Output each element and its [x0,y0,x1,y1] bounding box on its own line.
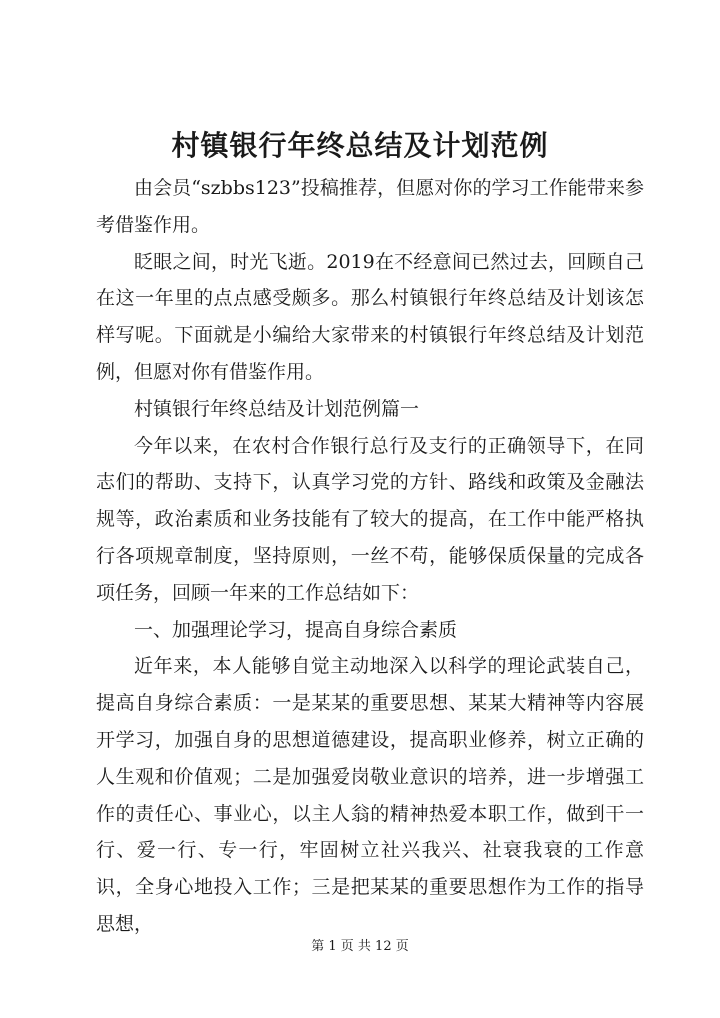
paragraph-intro: 由会员“szbbs123”投稿推荐，但愿对你的学习工作能带来参考借鉴作用。 [96,177,644,236]
paragraph-opening: 眨眼之间，时光飞逝。2019在不经意间已然过去，回顾自己在这一年里的点点感受颇多。那么村镇银行年终总结及计划该怎样写呢。下面就是小编给大家带来的村镇银行年终总结及计划范例，但愿对你有借鉴作用。 [96,250,644,383]
paragraph-summary: 今年以来，在农村合作银行总行及支行的正确领导下，在同志们的帮助、支持下，认真学习党的方针、路线和政策及金融法规等，政治素质和业务技能有了较大的提高，在工作中能严格执行各项规章制度，坚持原则，一丝不苟，能够保质保量的完成各项任务，回顾一年来的工作总结如下： [96,434,644,604]
paragraph-study: 近年来，本人能够自觉主动地深入以科学的理论武装自己，提高自身综合素质：一是某某的重要思想、某某大精神等内容展开学习，加强自身的思想道德建设，提高职业修养，树立正确的人生观和价值观；二是加强爱岗敬业意识的培养，进一步增强工作的责任心、事业心，以主人翁的精神热爱本职工作，做到干一行、爱一行、专一行，牢固树立社兴我兴、社衰我衰的工作意识，全身心地投入工作；三是把某某的重要思想作为工作的指导思想， [96,655,644,935]
document-body [96,170,644,943]
subsection-heading: 一、加强理论学习，提高自身综合素质 [134,618,458,641]
page-number-footer: 第 1 页 共 12 页 [311,939,409,954]
section-heading: 村镇银行年终总结及计划范例篇一 [134,397,420,420]
document-title: 村镇银行年终总结及计划范例 [171,129,549,162]
